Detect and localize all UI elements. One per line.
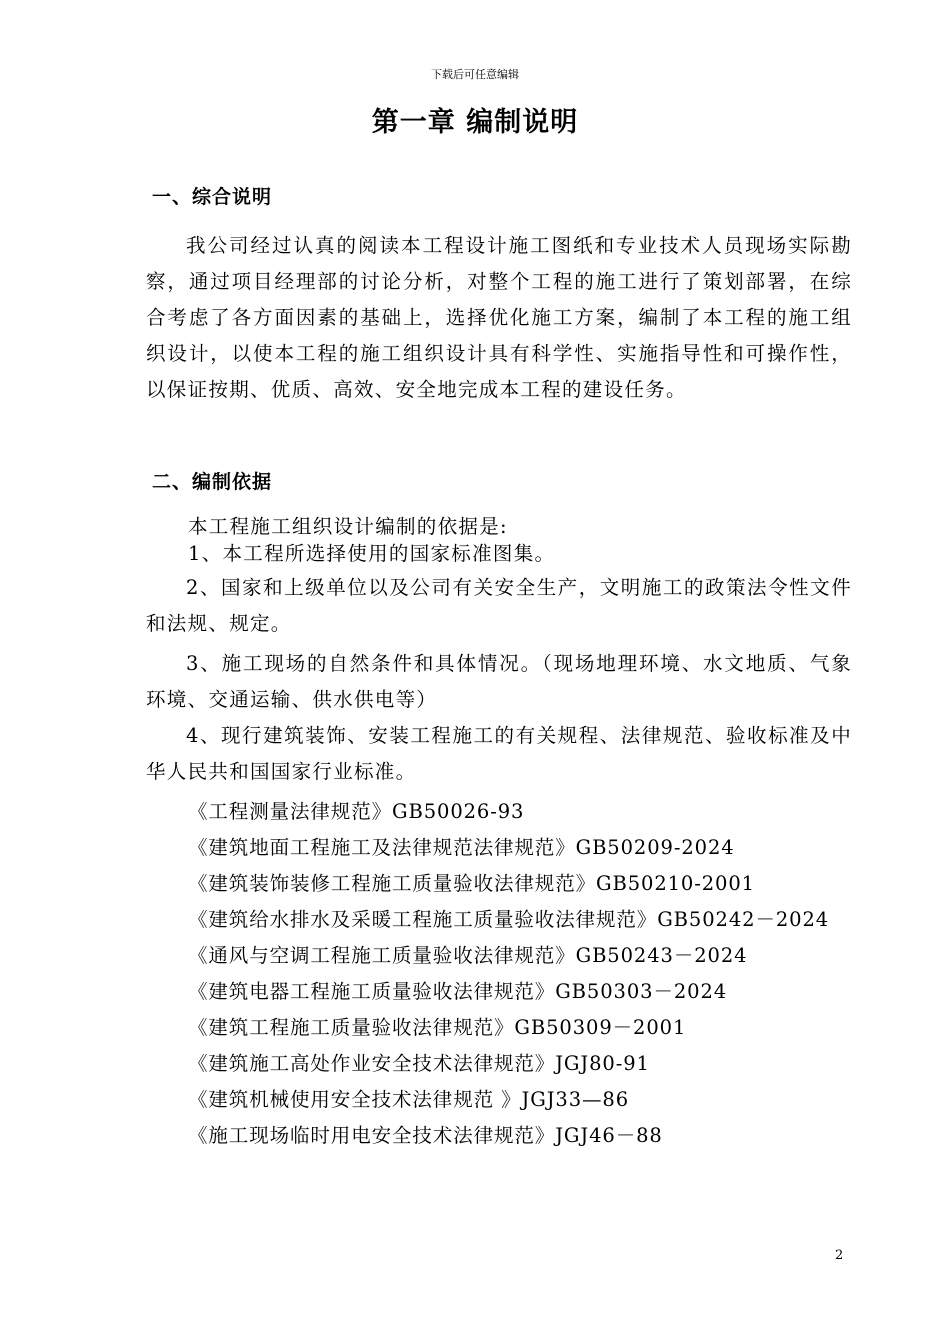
basis-item-3: 3、施工现场的自然条件和具体情况。（现场地理环境、水文地质、气象环境、交通运输、供水供电等）: [146, 652, 852, 711]
reference-item: 《建筑给水排水及采暖工程施工质量验收法律规范》GB50242－2024: [188, 908, 830, 931]
basis-item-1: 1、本工程所选择使用的国家标准图集。: [188, 542, 556, 565]
reference-list: [188, 794, 829, 1154]
reference-item: 《建筑施工高处作业安全技术法律规范》JGJ80-91: [188, 1052, 650, 1075]
basis-item-4: 4、现行建筑装饰、安装工程施工的有关规程、法律规范、验收标准及中华人民共和国国家行业标准。: [146, 724, 852, 783]
section-heading-overview: 一、综合说明: [152, 186, 273, 208]
reference-item: 《工程测量法律规范》GB50026-93: [188, 800, 525, 823]
basis-intro: 本工程施工组织设计编制的依据是:: [188, 515, 508, 538]
reference-item: 《通风与空调工程施工质量验收法律规范》GB50243－2024: [188, 944, 748, 967]
page-number: 2: [835, 1248, 844, 1263]
overview-paragraph: 我公司经过认真的阅读本工程设计施工图纸和专业技术人员现场实际勘察，通过项目经理部的讨论分析，对整个工程的施工进行了策划部署，在综合考虑了各方面因素的基础上，选择优化施工方案，编制了本工程的施工组织设计，以使本工程的施工组织设计具有科学性、实施指导性和可操作性，以保证按期、优质、高效、安全地完成本工程的建设任务。: [146, 234, 852, 401]
reference-item: 《建筑机械使用安全技术法律规范 》JGJ33—86: [188, 1088, 630, 1111]
section-heading-basis: 二、编制依据: [152, 471, 273, 493]
chapter-title: 第一章 编制说明: [371, 107, 579, 138]
reference-item: 《建筑工程施工质量验收法律规范》GB50309－2001: [188, 1016, 687, 1039]
reference-item: 《建筑电器工程施工质量验收法律规范》GB50303－2024: [188, 980, 728, 1003]
reference-item: 《建筑地面工程施工及法律规范法律规范》GB50209-2024: [188, 836, 735, 859]
basis-item-2: 2、国家和上级单位以及公司有关安全生产，文明施工的政策法令性文件和法规、规定。: [146, 576, 852, 635]
reference-item: 《建筑装饰装修工程施工质量验收法律规范》GB50210-2001: [188, 872, 755, 895]
header-note: 下载后可任意编辑: [431, 68, 519, 81]
reference-item: 《施工现场临时用电安全技术法律规范》JGJ46－88: [188, 1124, 663, 1147]
